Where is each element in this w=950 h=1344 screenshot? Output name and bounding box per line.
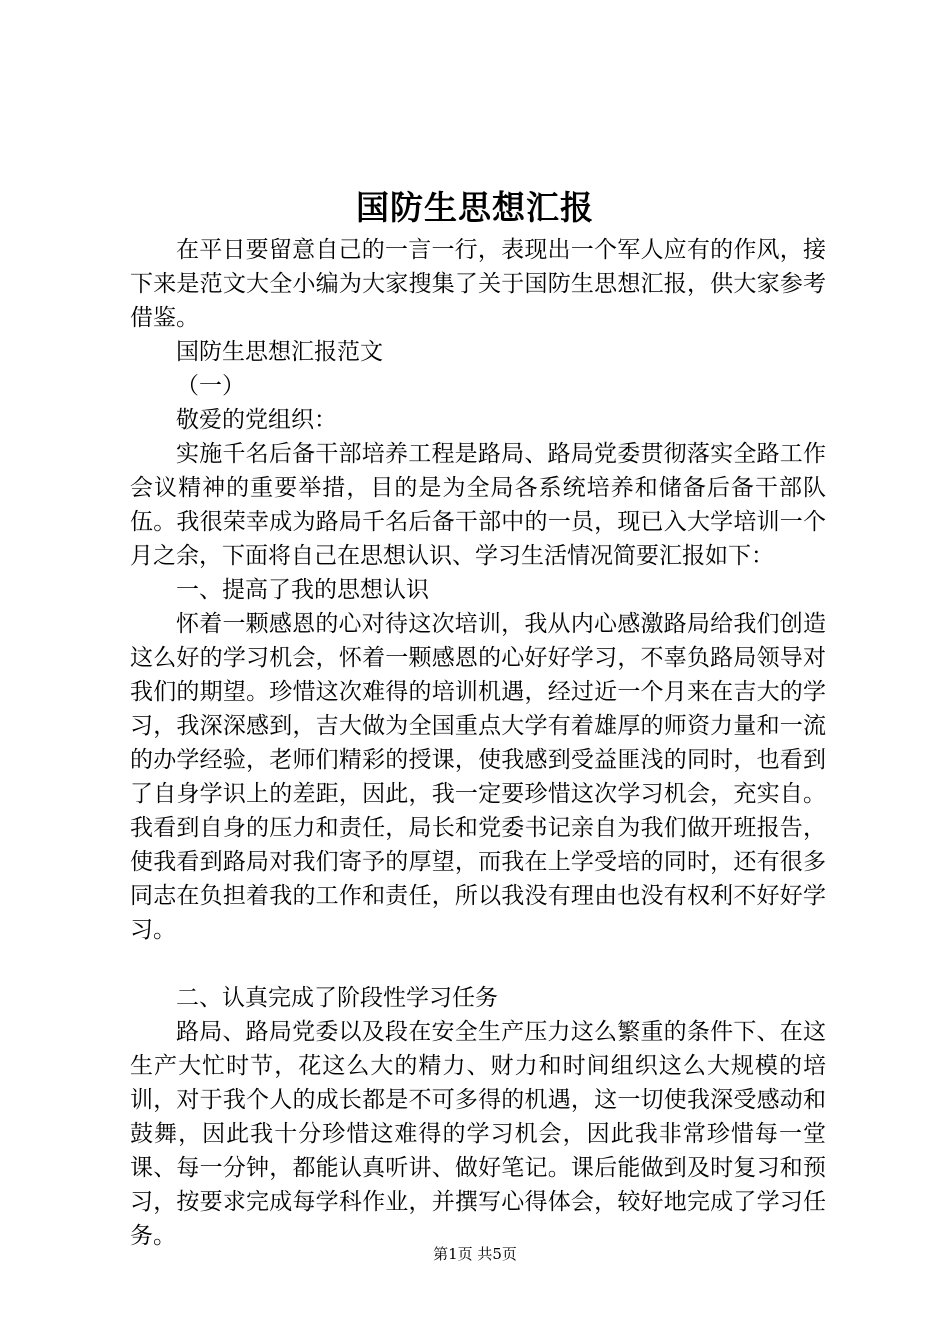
body-paragraph: 路局、路局党委以及段在安全生产压力这么繁重的条件下、在这生产大忙时节，花这么大的精力、财力和时间组织这么大规模的培训，对于我个人的成长都是不可多得的机遇，这一切使我深受感动和鼓舞，因此我十分珍惜这难得的学习机会，因此我非常珍惜每一堂课、每一分钟，都能认真听讲、做好笔记。课后能做到及时复习和预习，按要求完成每学科作业，并撰写心得体会，较好地完成了学习任务。 bbox=[130, 1019, 826, 1249]
intro-paragraph: 在平日要留意自己的一言一行，表现出一个军人应有的作风，接下来是范文大全小编为大家搜集了关于国防生思想汇报，供大家参考借鉴。 bbox=[130, 237, 826, 331]
salutation: 敬爱的党组织： bbox=[176, 407, 337, 433]
section-heading: 国防生思想汇报范文 bbox=[176, 339, 383, 365]
body-paragraph: 实施千名后备干部培养工程是路局、路局党委贯彻落实全路工作会议精神的重要举措，目的是为全局各系统培养和储备后备干部队伍。我很荣幸成为路局千名后备干部中的一员，现已入大学培训一个月之余，下面将自己在思想认识、学习生活情况简要汇报如下： bbox=[130, 441, 826, 569]
document-body bbox=[130, 233, 826, 1253]
subsection-number: （一） bbox=[176, 373, 245, 399]
subheading-one: 一、提高了我的思想认识 bbox=[176, 577, 429, 603]
page-footer: 第1页 共5页 bbox=[433, 1245, 517, 1263]
subheading-two: 二、认真完成了阶段性学习任务 bbox=[176, 985, 498, 1011]
document-title: 国防生思想汇报 bbox=[356, 188, 594, 227]
body-paragraph: 怀着一颗感恩的心对待这次培训，我从内心感激路局给我们创造这么好的学习机会，怀着一颗感恩的心好好学习，不辜负路局领导对我们的期望。珍惜这次难得的培训机遇，经过近一个月来在吉大的学习，我深深感到，吉大做为全国重点大学有着雄厚的师资力量和一流的办学经验，老师们精彩的授课，使我感到受益匪浅的同时，也看到了自身学识上的差距，因此，我一定要珍惜这次学习机会，充实自。我看到自身的压力和责任，局长和党委书记亲自为我们做开班报告，使我看到路局对我们寄予的厚望，而我在上学受培的同时，还有很多同志在负担着我的工作和责任，所以我没有理由也没有权利不好好学习。 bbox=[130, 611, 826, 943]
